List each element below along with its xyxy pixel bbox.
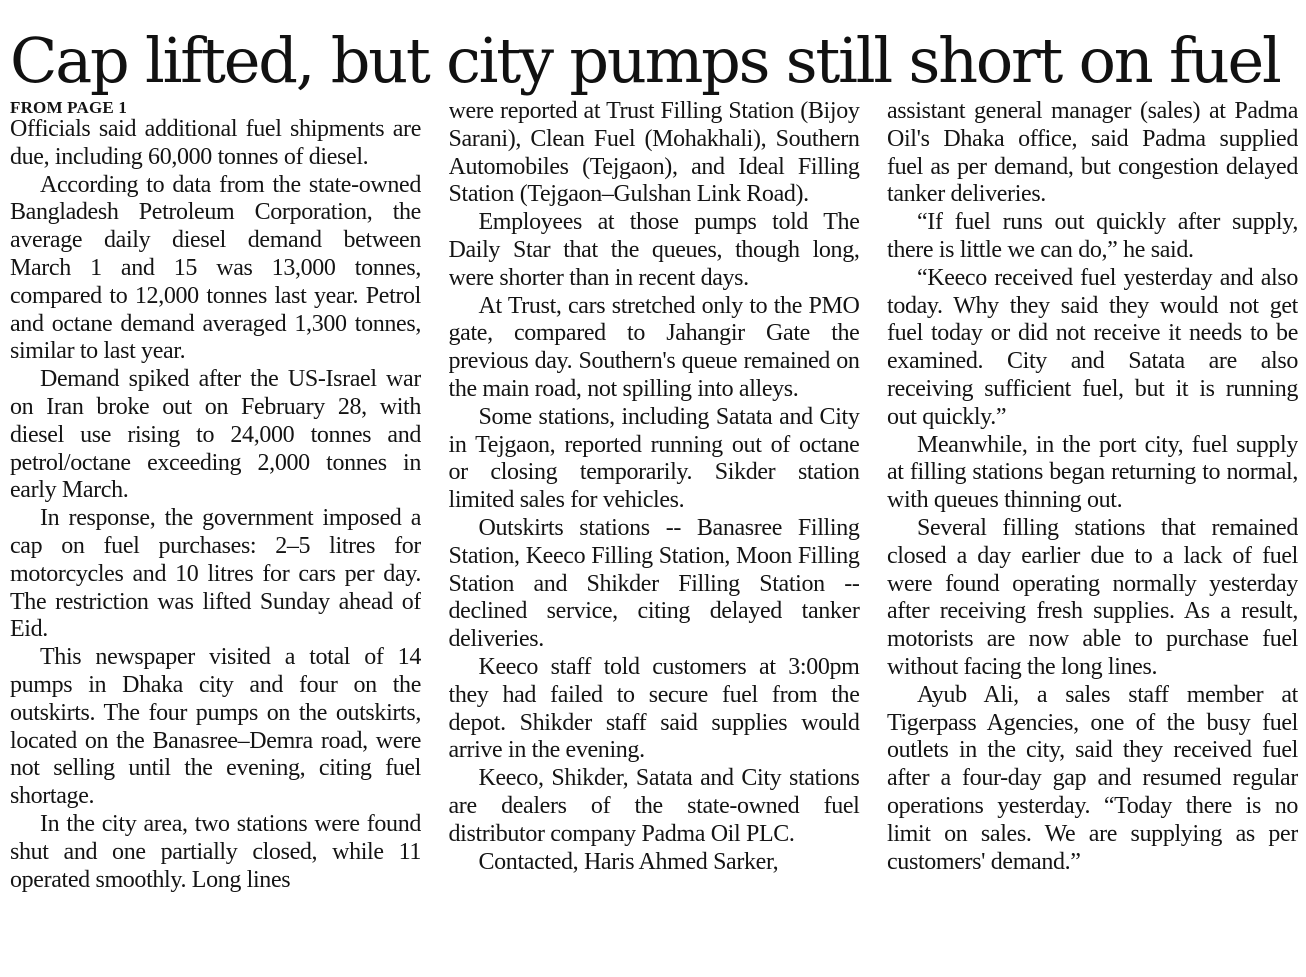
paragraph: Keeco, Shikder, Satata and City stations are dealers of the state-owned fuel distributor company Padma Oil PLC.: [448, 765, 860, 847]
headline: Cap lifted, but city pumps still short on fuel: [10, 24, 1280, 97]
paragraph: Outskirts stations -- Banasree Filling Station, Keeco Filling Station, Moon Filling Station and Shikder Filling Station -- declined service, citing delayed tanker deliveries.: [448, 514, 860, 653]
paragraph-continued: In the city area, two stations were found shut and one partially closed, while 11 operated smoothly. Long lines: [10, 810, 421, 893]
paragraph: This newspaper visited a total of 14 pumps in Dhaka city and four on the outskirts. The four pumps on the outskirts, located on the Banasree–Demra road, were not selling until the evening, citing fuel shortage.: [10, 644, 421, 810]
paragraph: “If fuel runs out quickly after supply, there is little we can do,” he said.: [887, 209, 1298, 263]
paragraph: Officials said additional fuel shipments are due, including 60,000 tonnes of diesel.: [10, 116, 421, 170]
paragraph-continuation: assistant general manager (sales) at Padma Oil's Dhaka office, said Padma supplied fuel as per demand, but congestion delayed tanker deliveries.: [887, 98, 1298, 208]
article-columns: [10, 98, 1298, 971]
paragraph: According to data from the state-owned Bangladesh Petroleum Corporation, the average daily diesel demand between March 1 and 15 was 13,000 tonnes, compared to 12,000 tonnes last year. Petrol and octane demand averaged 1,300 tonnes, similar to last year.: [10, 171, 421, 365]
paragraph: At Trust, cars stretched only to the PMO gate, compared to Jahangir Gate the previous day. Southern's queue remained on the main road, not spilling into alleys.: [448, 292, 860, 402]
paragraph: In response, the government imposed a cap on fuel purchases: 2–5 litres for motorcycles and 10 litres for cars per day. The restriction was lifted Sunday ahead of Eid.: [10, 505, 421, 643]
paragraph: Some stations, including Satata and City in Tejgaon, reported running out of octane or closing temporarily. Sikder station limited sales for vehicles.: [448, 403, 860, 514]
paragraph: Meanwhile, in the port city, fuel supply at filling stations began returning to normal, with queues thinning out.: [887, 431, 1298, 514]
paragraph: Several filling stations that remained closed a day earlier due to a lack of fuel were found operating normally yesterday after receiving fresh supplies. As a result, motorists are now able to purchase fuel without facing the long lines.: [887, 514, 1298, 680]
kicker-from-page: FROM PAGE 1: [10, 98, 128, 117]
article-column-1: [10, 98, 421, 971]
paragraph: Demand spiked after the US-Israel war on Iran broke out on February 28, with diesel use rising to 24,000 tonnes and petrol/octane exceeding 2,000 tonnes in early March.: [10, 366, 421, 504]
paragraph: “Keeco received fuel yesterday and also today. Why they said they would not get fuel today or did not receive it needs to be examined. City and Satata are also receiving sufficient fuel, but it is running out quickly.”: [887, 264, 1298, 430]
paragraph-continuation: were reported at Trust Filling Station (Bijoy Sarani), Clean Fuel (Mohakhali), Southern Automobiles (Tejgaon), and Ideal Filling Station (Tejgaon–Gulshan Link Road).: [448, 98, 860, 208]
paragraph: Keeco staff told customers at 3:00pm they had failed to secure fuel from the depot. Shikder staff said supplies would arrive in the evening.: [448, 653, 860, 764]
paragraph: Employees at those pumps told The Daily Star that the queues, though long, were shorter than in recent days.: [448, 209, 860, 291]
paragraph-continued: Contacted, Haris Ahmed Sarker,: [478, 848, 779, 875]
article-column-3: [887, 98, 1298, 971]
paragraph: Ayub Ali, a sales staff member at Tigerpass Agencies, one of the busy fuel outlets in the city, said they received fuel after a four-day gap and resumed regular operations yesterday. “Today there is no limit on sales. We are supplying as per customers' demand.”: [887, 681, 1298, 875]
article-column-2: [449, 98, 860, 971]
